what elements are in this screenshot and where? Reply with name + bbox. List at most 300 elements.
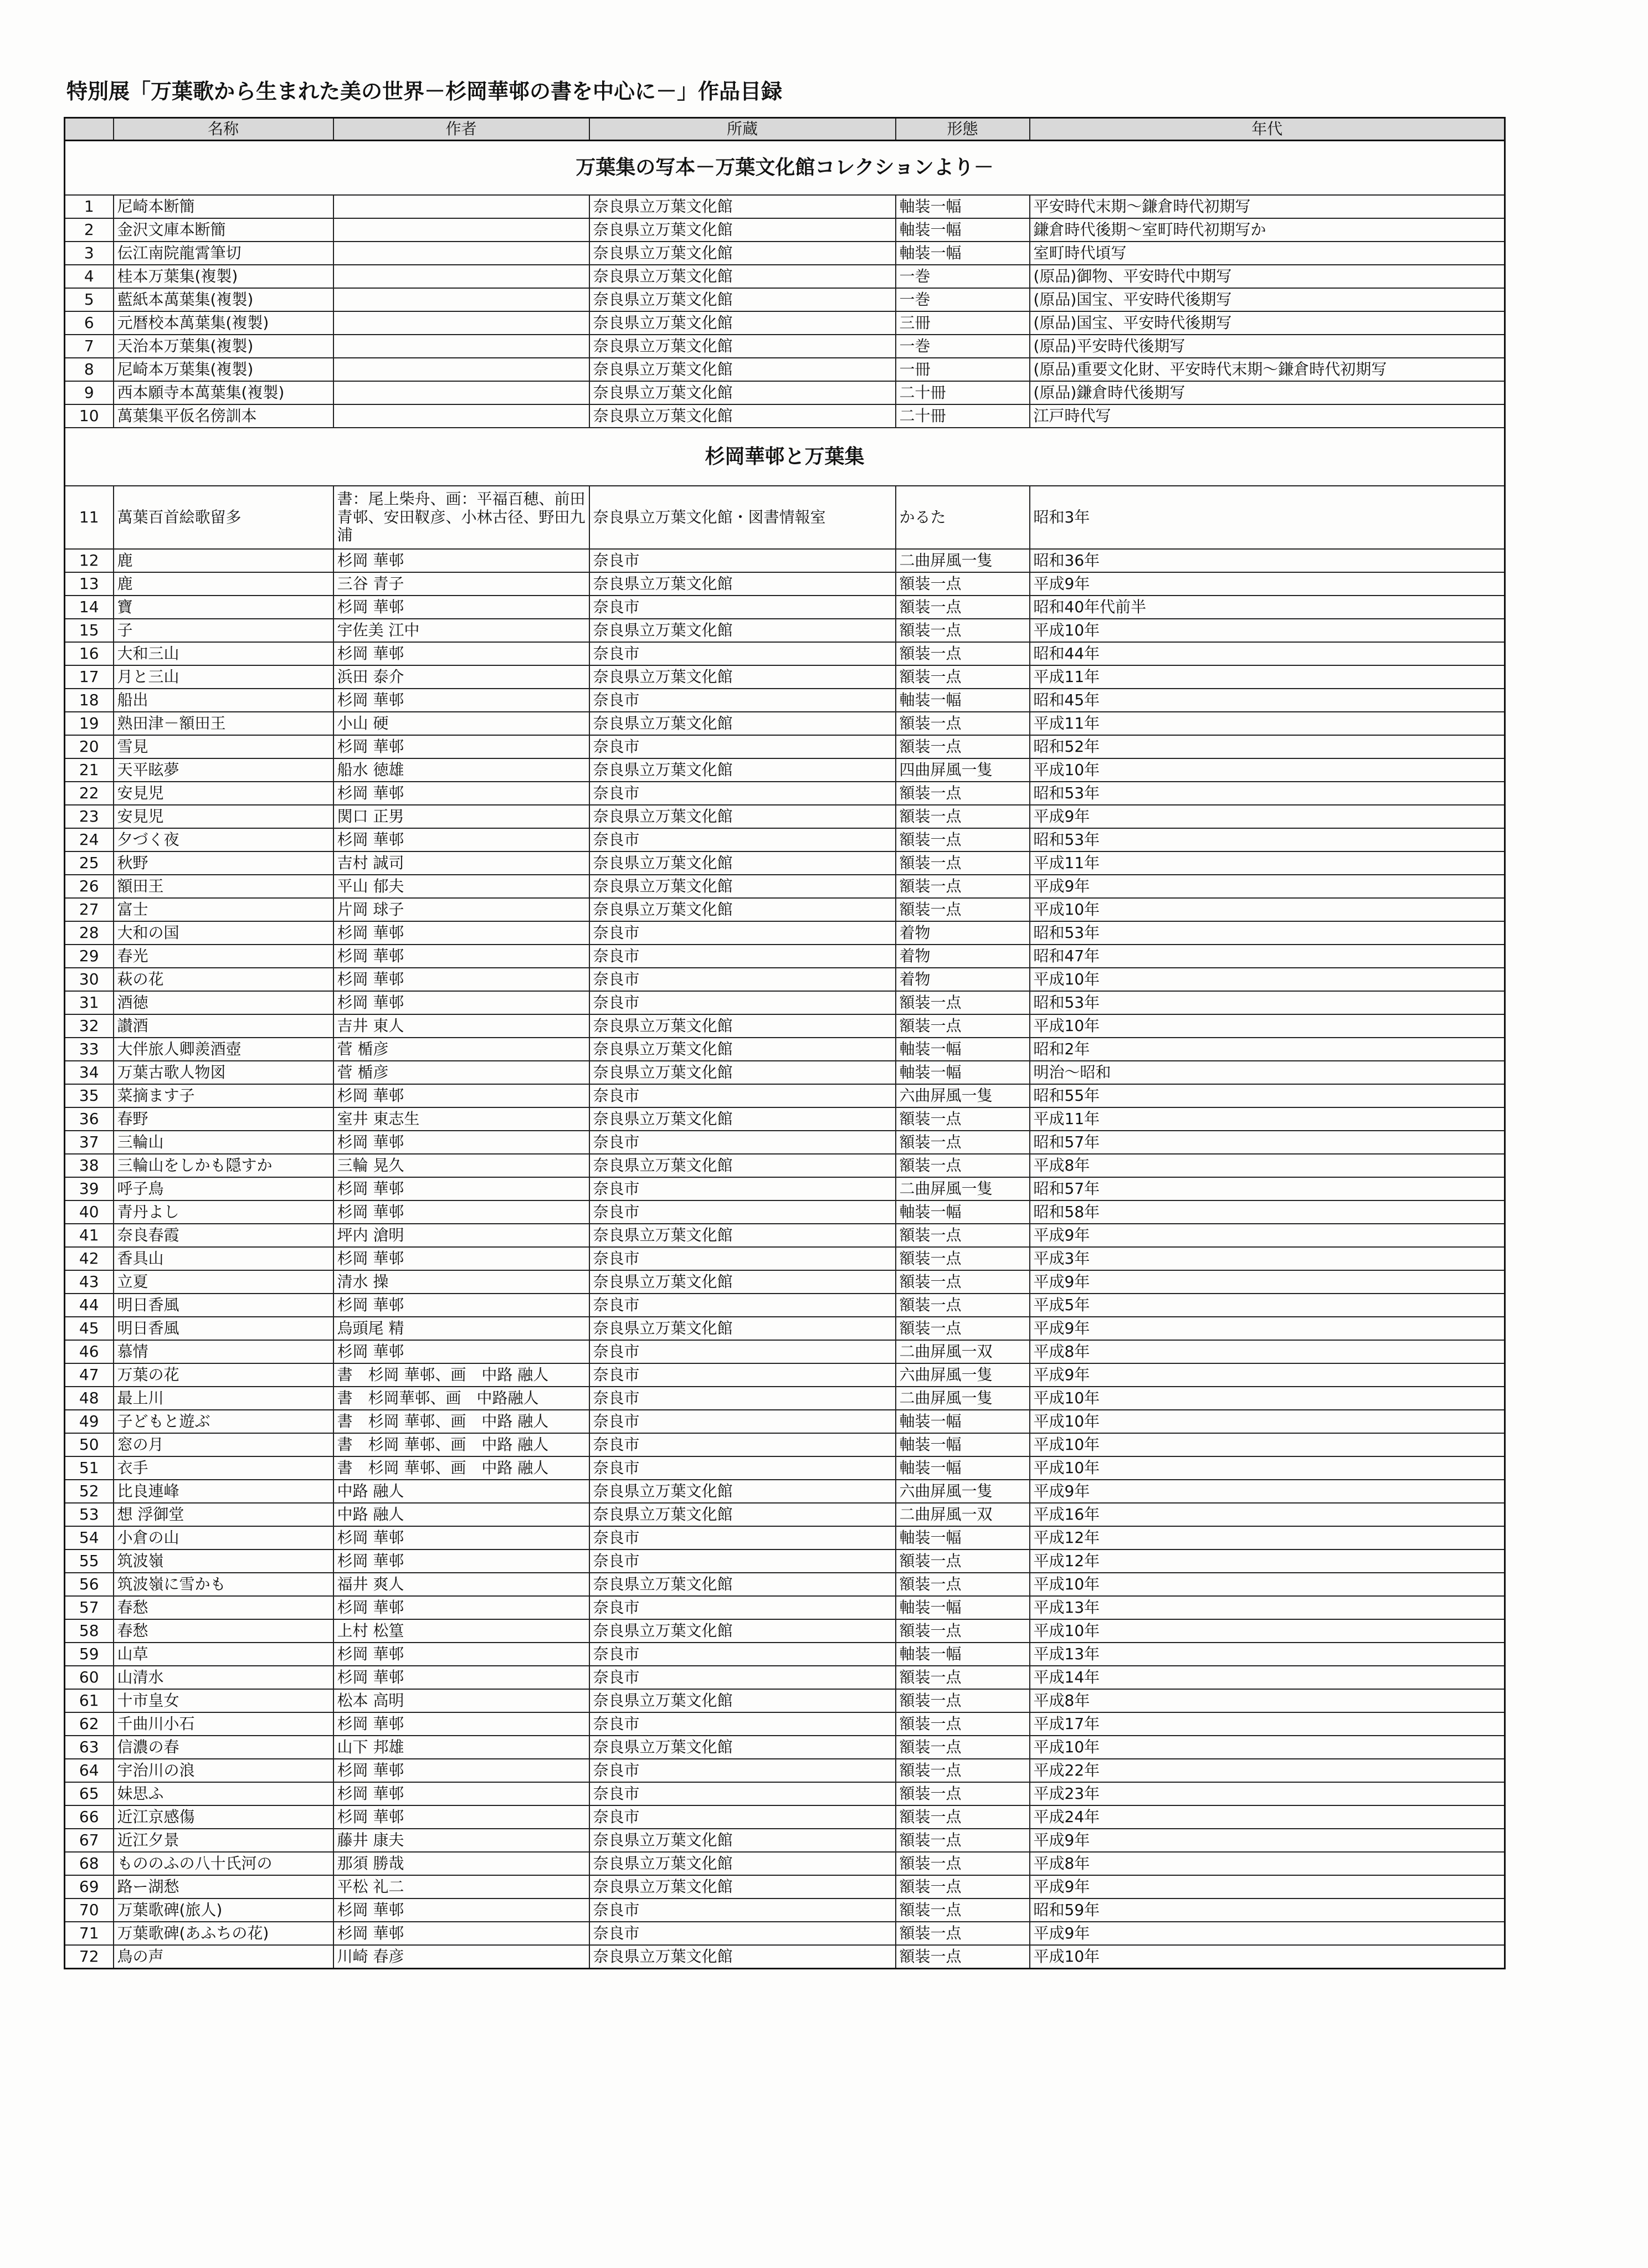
cell-author: 関口 正男 xyxy=(333,805,589,828)
cell-author: 那須 勝哉 xyxy=(333,1852,589,1875)
cell-form: 軸装一幅 xyxy=(896,1061,1030,1084)
cell-era: 平成10年 xyxy=(1030,1014,1505,1038)
cell-author: 杉岡 華邨 xyxy=(333,1247,589,1270)
cell-form: 四曲屏風一隻 xyxy=(896,758,1030,782)
cell-name: 桂本万葉集(複製) xyxy=(114,265,333,288)
cell-no: 49 xyxy=(65,1410,114,1433)
cell-name: 富士 xyxy=(114,898,333,921)
table-row xyxy=(65,619,1505,642)
cell-no: 52 xyxy=(65,1480,114,1503)
table-row xyxy=(65,712,1505,735)
cell-author: 船水 徳雄 xyxy=(333,758,589,782)
cell-form: 六曲屏風一隻 xyxy=(896,1480,1030,1503)
table-row xyxy=(65,1177,1505,1200)
cell-name: 讃酒 xyxy=(114,1014,333,1038)
cell-name: 春光 xyxy=(114,945,333,968)
table-row xyxy=(65,265,1505,288)
cell-author: 川崎 春彦 xyxy=(333,1945,589,1969)
cell-author: 烏頭尾 精 xyxy=(333,1317,589,1340)
cell-author: 書 杉岡華邨、画 中路融人 xyxy=(333,1387,589,1410)
cell-author: 書 杉岡 華邨、画 中路 融人 xyxy=(333,1363,589,1387)
header-name: 名称 xyxy=(114,118,333,141)
cell-name: 青丹よし xyxy=(114,1200,333,1224)
cell-era: 平成11年 xyxy=(1030,851,1505,875)
cell-name: 明日香風 xyxy=(114,1294,333,1317)
cell-era: 平成8年 xyxy=(1030,1154,1505,1177)
cell-owner: 奈良市 xyxy=(589,1456,896,1480)
table-row xyxy=(65,572,1505,596)
header-author: 作者 xyxy=(333,118,589,141)
cell-form: 二十冊 xyxy=(896,404,1030,428)
cell-author: 杉岡 華邨 xyxy=(333,1200,589,1224)
cell-era: 昭和58年 xyxy=(1030,1200,1505,1224)
cell-owner: 奈良市 xyxy=(589,1177,896,1200)
cell-name: 万葉歌碑(あふちの花) xyxy=(114,1922,333,1945)
cell-era: 昭和53年 xyxy=(1030,828,1505,851)
table-row xyxy=(65,1433,1505,1456)
header-form: 形態 xyxy=(896,118,1030,141)
cell-era: 平成23年 xyxy=(1030,1782,1505,1805)
cell-no: 48 xyxy=(65,1387,114,1410)
cell-name: 宇治川の浪 xyxy=(114,1759,333,1782)
cell-owner: 奈良市 xyxy=(589,1782,896,1805)
cell-form: 二曲屏風一隻 xyxy=(896,1387,1030,1410)
table-row xyxy=(65,875,1505,898)
cell-era: 平成3年 xyxy=(1030,1247,1505,1270)
cell-form: 額装一点 xyxy=(896,1712,1030,1736)
cell-form: 軸装一幅 xyxy=(896,1038,1030,1061)
table-row xyxy=(65,1038,1505,1061)
cell-form: 額装一点 xyxy=(896,1689,1030,1712)
cell-no: 23 xyxy=(65,805,114,828)
cell-era: 平成10年 xyxy=(1030,1387,1505,1410)
cell-author: 宇佐美 江中 xyxy=(333,619,589,642)
cell-no: 16 xyxy=(65,642,114,665)
cell-era: 昭和57年 xyxy=(1030,1131,1505,1154)
table-row xyxy=(65,1596,1505,1619)
cell-form: 額装一点 xyxy=(896,1014,1030,1038)
cell-form: 着物 xyxy=(896,945,1030,968)
cell-name: 明日香風 xyxy=(114,1317,333,1340)
cell-era: 江戸時代写 xyxy=(1030,404,1505,428)
cell-name: 大和三山 xyxy=(114,642,333,665)
cell-owner: 奈良県立万葉文化館 xyxy=(589,1689,896,1712)
cell-no: 10 xyxy=(65,404,114,428)
cell-author: 杉岡 華邨 xyxy=(333,642,589,665)
cell-no: 72 xyxy=(65,1945,114,1969)
cell-era: 平成9年 xyxy=(1030,572,1505,596)
cell-no: 67 xyxy=(65,1829,114,1852)
cell-no: 32 xyxy=(65,1014,114,1038)
cell-name: 春愁 xyxy=(114,1619,333,1643)
cell-form: 額装一点 xyxy=(896,735,1030,758)
cell-form: 二曲屏風一隻 xyxy=(896,549,1030,572)
table-row xyxy=(65,1805,1505,1829)
cell-era: 平成8年 xyxy=(1030,1340,1505,1363)
cell-era: 室町時代頃写 xyxy=(1030,242,1505,265)
cell-name: 立夏 xyxy=(114,1270,333,1294)
cell-era: (原品)国宝、平安時代後期写 xyxy=(1030,288,1505,311)
cell-form: 額装一点 xyxy=(896,1945,1030,1969)
cell-name: 慕情 xyxy=(114,1340,333,1363)
cell-no: 5 xyxy=(65,288,114,311)
cell-form: 六曲屏風一隻 xyxy=(896,1363,1030,1387)
cell-author: 浜田 泰介 xyxy=(333,665,589,689)
cell-name: もののふの八十氏河の xyxy=(114,1852,333,1875)
cell-form: 二曲屏風一双 xyxy=(896,1340,1030,1363)
cell-no: 25 xyxy=(65,851,114,875)
cell-owner: 奈良市 xyxy=(589,1549,896,1573)
cell-name: 近江京感傷 xyxy=(114,1805,333,1829)
cell-name: 大和の国 xyxy=(114,921,333,945)
cell-owner: 奈良県立万葉文化館 xyxy=(589,1573,896,1596)
table-row xyxy=(65,1782,1505,1805)
cell-owner: 奈良県立万葉文化館 xyxy=(589,1619,896,1643)
cell-name: 金沢文庫本断簡 xyxy=(114,218,333,242)
cell-name: 大伴旅人卿羨酒壺 xyxy=(114,1038,333,1061)
cell-author: 平山 郁夫 xyxy=(333,875,589,898)
cell-form: 額装一点 xyxy=(896,805,1030,828)
cell-no: 35 xyxy=(65,1084,114,1107)
cell-owner: 奈良市 xyxy=(589,782,896,805)
table-row xyxy=(65,1480,1505,1503)
cell-owner: 奈良県立万葉文化館 xyxy=(589,358,896,381)
cell-era: 昭和40年代前半 xyxy=(1030,596,1505,619)
cell-no: 13 xyxy=(65,572,114,596)
header-no xyxy=(65,118,114,141)
cell-author: 杉岡 華邨 xyxy=(333,1294,589,1317)
cell-form: 軸装一幅 xyxy=(896,1410,1030,1433)
cell-author: 中路 融人 xyxy=(333,1503,589,1526)
cell-era: 昭和53年 xyxy=(1030,921,1505,945)
cell-name: 子どもと遊ぶ xyxy=(114,1410,333,1433)
cell-author: 福井 爽人 xyxy=(333,1573,589,1596)
table-row xyxy=(65,1200,1505,1224)
cell-era: 平成14年 xyxy=(1030,1666,1505,1689)
cell-form: 額装一点 xyxy=(896,619,1030,642)
table-row xyxy=(65,1107,1505,1131)
cell-era: 平成10年 xyxy=(1030,1456,1505,1480)
page-title: 特別展「万葉歌から生まれた美の世界－杉岡華邨の書を中心に－」作品目録 xyxy=(66,79,783,104)
cell-author: 杉岡 華邨 xyxy=(333,1340,589,1363)
cell-name: 路ー湖愁 xyxy=(114,1875,333,1898)
cell-name: 元暦校本萬葉集(複製) xyxy=(114,311,333,335)
cell-owner: 奈良市 xyxy=(589,1410,896,1433)
cell-name: 鹿 xyxy=(114,572,333,596)
cell-name: 尼崎本断簡 xyxy=(114,195,333,218)
cell-owner: 奈良市 xyxy=(589,642,896,665)
cell-name: 春愁 xyxy=(114,1596,333,1619)
cell-author: 書 杉岡 華邨、画 中路 融人 xyxy=(333,1456,589,1480)
cell-name: 熟田津－額田王 xyxy=(114,712,333,735)
cell-author: 杉岡 華邨 xyxy=(333,945,589,968)
cell-name: 秋野 xyxy=(114,851,333,875)
cell-no: 71 xyxy=(65,1922,114,1945)
cell-no: 18 xyxy=(65,689,114,712)
catalog-table xyxy=(64,117,1506,1969)
cell-era: 平成10年 xyxy=(1030,1433,1505,1456)
cell-name: 鹿 xyxy=(114,549,333,572)
cell-author: 杉岡 華邨 xyxy=(333,1805,589,1829)
cell-author: 杉岡 華邨 xyxy=(333,1782,589,1805)
cell-owner: 奈良市 xyxy=(589,1247,896,1270)
cell-owner: 奈良県立万葉文化館 xyxy=(589,1317,896,1340)
cell-no: 45 xyxy=(65,1317,114,1340)
table-row xyxy=(65,1922,1505,1945)
cell-era: 昭和59年 xyxy=(1030,1898,1505,1922)
cell-name: 春野 xyxy=(114,1107,333,1131)
cell-form: 額装一点 xyxy=(896,1782,1030,1805)
cell-author: 杉岡 華邨 xyxy=(333,689,589,712)
cell-no: 62 xyxy=(65,1712,114,1736)
cell-author: 杉岡 華邨 xyxy=(333,1666,589,1689)
cell-name: 万葉歌碑(旅人) xyxy=(114,1898,333,1922)
cell-form: 六曲屏風一隻 xyxy=(896,1084,1030,1107)
cell-owner: 奈良市 xyxy=(589,1433,896,1456)
cell-era: 平成11年 xyxy=(1030,665,1505,689)
cell-owner: 奈良県立万葉文化館 xyxy=(589,1270,896,1294)
cell-form: 二曲屏風一双 xyxy=(896,1503,1030,1526)
cell-era: (原品)平安時代後期写 xyxy=(1030,335,1505,358)
cell-form: 額装一点 xyxy=(896,1270,1030,1294)
cell-author: 杉岡 華邨 xyxy=(333,1898,589,1922)
cell-owner: 奈良市 xyxy=(589,689,896,712)
cell-author: 書：尾上柴舟、画：平福百穂、前田青邨、安田靫彦、小林古径、野田九浦 xyxy=(333,486,589,549)
table-row xyxy=(65,1643,1505,1666)
cell-owner: 奈良市 xyxy=(589,968,896,991)
table-row xyxy=(65,1712,1505,1736)
cell-form: 軸装一幅 xyxy=(896,1596,1030,1619)
cell-form: 軸装一幅 xyxy=(896,1643,1030,1666)
cell-author: 杉岡 華邨 xyxy=(333,1177,589,1200)
cell-owner: 奈良県立万葉文化館 xyxy=(589,712,896,735)
cell-name: 尼崎本万葉集(複製) xyxy=(114,358,333,381)
cell-name: 香具山 xyxy=(114,1247,333,1270)
cell-form: 額装一点 xyxy=(896,596,1030,619)
cell-form: 額装一点 xyxy=(896,665,1030,689)
cell-author: 吉村 誠司 xyxy=(333,851,589,875)
cell-form: 軸装一幅 xyxy=(896,1433,1030,1456)
table-row xyxy=(65,945,1505,968)
cell-owner: 奈良市 xyxy=(589,1759,896,1782)
cell-era: 明治～昭和 xyxy=(1030,1061,1505,1084)
cell-owner: 奈良市 xyxy=(589,945,896,968)
cell-author: 杉岡 華邨 xyxy=(333,828,589,851)
cell-no: 29 xyxy=(65,945,114,968)
cell-owner: 奈良市 xyxy=(589,1526,896,1549)
cell-form: 軸装一幅 xyxy=(896,1200,1030,1224)
cell-form: 額装一点 xyxy=(896,1852,1030,1875)
cell-author xyxy=(333,288,589,311)
cell-era: 平成10年 xyxy=(1030,1945,1505,1969)
table-row xyxy=(65,381,1505,404)
table-row xyxy=(65,1084,1505,1107)
table-row xyxy=(65,335,1505,358)
cell-author: 平松 礼二 xyxy=(333,1875,589,1898)
table-row xyxy=(65,358,1505,381)
table-row xyxy=(65,828,1505,851)
cell-form: 軸装一幅 xyxy=(896,1526,1030,1549)
cell-owner: 奈良県立万葉文化館 xyxy=(589,1061,896,1084)
table-row xyxy=(65,1061,1505,1084)
cell-owner: 奈良市 xyxy=(589,735,896,758)
header-owner: 所蔵 xyxy=(589,118,896,141)
cell-author: 杉岡 華邨 xyxy=(333,782,589,805)
cell-name: 比良連峰 xyxy=(114,1480,333,1503)
cell-owner: 奈良県立万葉文化館 xyxy=(589,1224,896,1247)
cell-name: 妹思ふ xyxy=(114,1782,333,1805)
cell-form: 額装一点 xyxy=(896,1619,1030,1643)
cell-no: 70 xyxy=(65,1898,114,1922)
cell-no: 30 xyxy=(65,968,114,991)
cell-form: 二曲屏風一隻 xyxy=(896,1177,1030,1200)
cell-owner: 奈良県立万葉文化館 xyxy=(589,665,896,689)
cell-name: 想 浮御堂 xyxy=(114,1503,333,1526)
table-row xyxy=(65,404,1505,428)
cell-era: 平成8年 xyxy=(1030,1852,1505,1875)
cell-no: 4 xyxy=(65,265,114,288)
cell-owner: 奈良市 xyxy=(589,991,896,1014)
table-row xyxy=(65,1247,1505,1270)
cell-form: 一巻 xyxy=(896,288,1030,311)
cell-author: 三谷 青子 xyxy=(333,572,589,596)
table-row xyxy=(65,1898,1505,1922)
cell-name: 最上川 xyxy=(114,1387,333,1410)
cell-no: 12 xyxy=(65,549,114,572)
table-row xyxy=(65,689,1505,712)
table-row xyxy=(65,1829,1505,1852)
cell-name: 雪見 xyxy=(114,735,333,758)
cell-name: 寶 xyxy=(114,596,333,619)
cell-name: 萩の花 xyxy=(114,968,333,991)
cell-era: 平成22年 xyxy=(1030,1759,1505,1782)
cell-owner: 奈良市 xyxy=(589,1200,896,1224)
cell-author: 杉岡 華邨 xyxy=(333,1643,589,1666)
cell-form: かるた xyxy=(896,486,1030,549)
cell-no: 37 xyxy=(65,1131,114,1154)
cell-form: 軸装一幅 xyxy=(896,195,1030,218)
cell-no: 9 xyxy=(65,381,114,404)
cell-no: 3 xyxy=(65,242,114,265)
cell-name: 山清水 xyxy=(114,1666,333,1689)
cell-era: 平成13年 xyxy=(1030,1643,1505,1666)
cell-era: 平成11年 xyxy=(1030,712,1505,735)
cell-era: 昭和57年 xyxy=(1030,1177,1505,1200)
cell-no: 1 xyxy=(65,195,114,218)
cell-name: 三輪山をしかも隠すか xyxy=(114,1154,333,1177)
table-row xyxy=(65,1759,1505,1782)
cell-author: 中路 融人 xyxy=(333,1480,589,1503)
cell-era: 昭和45年 xyxy=(1030,689,1505,712)
cell-author: 菅 楯彦 xyxy=(333,1061,589,1084)
cell-owner: 奈良県立万葉文化館 xyxy=(589,242,896,265)
cell-form: 額装一点 xyxy=(896,1154,1030,1177)
cell-author: 坪内 滄明 xyxy=(333,1224,589,1247)
cell-no: 68 xyxy=(65,1852,114,1875)
cell-name: 月と三山 xyxy=(114,665,333,689)
cell-owner: 奈良県立万葉文化館 xyxy=(589,1945,896,1969)
cell-era: 昭和53年 xyxy=(1030,991,1505,1014)
cell-author: 吉井 東人 xyxy=(333,1014,589,1038)
table-row xyxy=(65,1270,1505,1294)
cell-form: 額装一点 xyxy=(896,572,1030,596)
cell-form: 額装一点 xyxy=(896,1829,1030,1852)
cell-owner: 奈良県立万葉文化館 xyxy=(589,404,896,428)
cell-form: 額装一点 xyxy=(896,1805,1030,1829)
table-row xyxy=(65,1014,1505,1038)
cell-era: 平成9年 xyxy=(1030,805,1505,828)
cell-name: 船出 xyxy=(114,689,333,712)
cell-era: 平成10年 xyxy=(1030,758,1505,782)
cell-form: 額装一点 xyxy=(896,1759,1030,1782)
cell-author: 室井 東志生 xyxy=(333,1107,589,1131)
cell-era: 平成10年 xyxy=(1030,1573,1505,1596)
cell-era: 平成13年 xyxy=(1030,1596,1505,1619)
cell-era: 昭和3年 xyxy=(1030,486,1505,549)
cell-no: 17 xyxy=(65,665,114,689)
cell-form: 軸装一幅 xyxy=(896,218,1030,242)
cell-era: 平成12年 xyxy=(1030,1549,1505,1573)
cell-era: 平成9年 xyxy=(1030,1875,1505,1898)
cell-no: 65 xyxy=(65,1782,114,1805)
table-row xyxy=(65,1363,1505,1387)
cell-form: 額装一点 xyxy=(896,1666,1030,1689)
cell-name: 衣手 xyxy=(114,1456,333,1480)
cell-owner: 奈良市 xyxy=(589,596,896,619)
cell-author xyxy=(333,242,589,265)
cell-era: 平成10年 xyxy=(1030,968,1505,991)
table-row xyxy=(65,921,1505,945)
table-row xyxy=(65,1317,1505,1340)
cell-no: 22 xyxy=(65,782,114,805)
cell-author xyxy=(333,311,589,335)
cell-form: 軸装一幅 xyxy=(896,1456,1030,1480)
cell-form: 額装一点 xyxy=(896,1107,1030,1131)
cell-owner: 奈良県立万葉文化館 xyxy=(589,311,896,335)
table-row xyxy=(65,898,1505,921)
cell-owner: 奈良市 xyxy=(589,1363,896,1387)
cell-owner: 奈良市 xyxy=(589,1294,896,1317)
cell-era: 昭和44年 xyxy=(1030,642,1505,665)
table-row xyxy=(65,1945,1505,1969)
cell-no: 40 xyxy=(65,1200,114,1224)
cell-name: 呼子鳥 xyxy=(114,1177,333,1200)
table-row xyxy=(65,968,1505,991)
table-row xyxy=(65,1456,1505,1480)
cell-owner: 奈良県立万葉文化館 xyxy=(589,335,896,358)
section-heading-row xyxy=(65,141,1505,196)
table-row xyxy=(65,288,1505,311)
cell-author: 上村 松篁 xyxy=(333,1619,589,1643)
table-row xyxy=(65,1154,1505,1177)
cell-author: 杉岡 華邨 xyxy=(333,596,589,619)
cell-name: 万葉古歌人物図 xyxy=(114,1061,333,1084)
cell-form: 額装一点 xyxy=(896,875,1030,898)
cell-name: 筑波嶺 xyxy=(114,1549,333,1573)
table-row xyxy=(65,242,1505,265)
cell-owner: 奈良県立万葉文化館 xyxy=(589,1038,896,1061)
cell-era: 平成9年 xyxy=(1030,1270,1505,1294)
cell-no: 66 xyxy=(65,1805,114,1829)
cell-no: 61 xyxy=(65,1689,114,1712)
cell-author: 杉岡 華邨 xyxy=(333,735,589,758)
table-row xyxy=(65,642,1505,665)
cell-author: 清水 操 xyxy=(333,1270,589,1294)
cell-owner: 奈良市 xyxy=(589,1666,896,1689)
cell-era: 平成8年 xyxy=(1030,1689,1505,1712)
table-row xyxy=(65,1526,1505,1549)
cell-name: 西本願寺本萬葉集(複製) xyxy=(114,381,333,404)
